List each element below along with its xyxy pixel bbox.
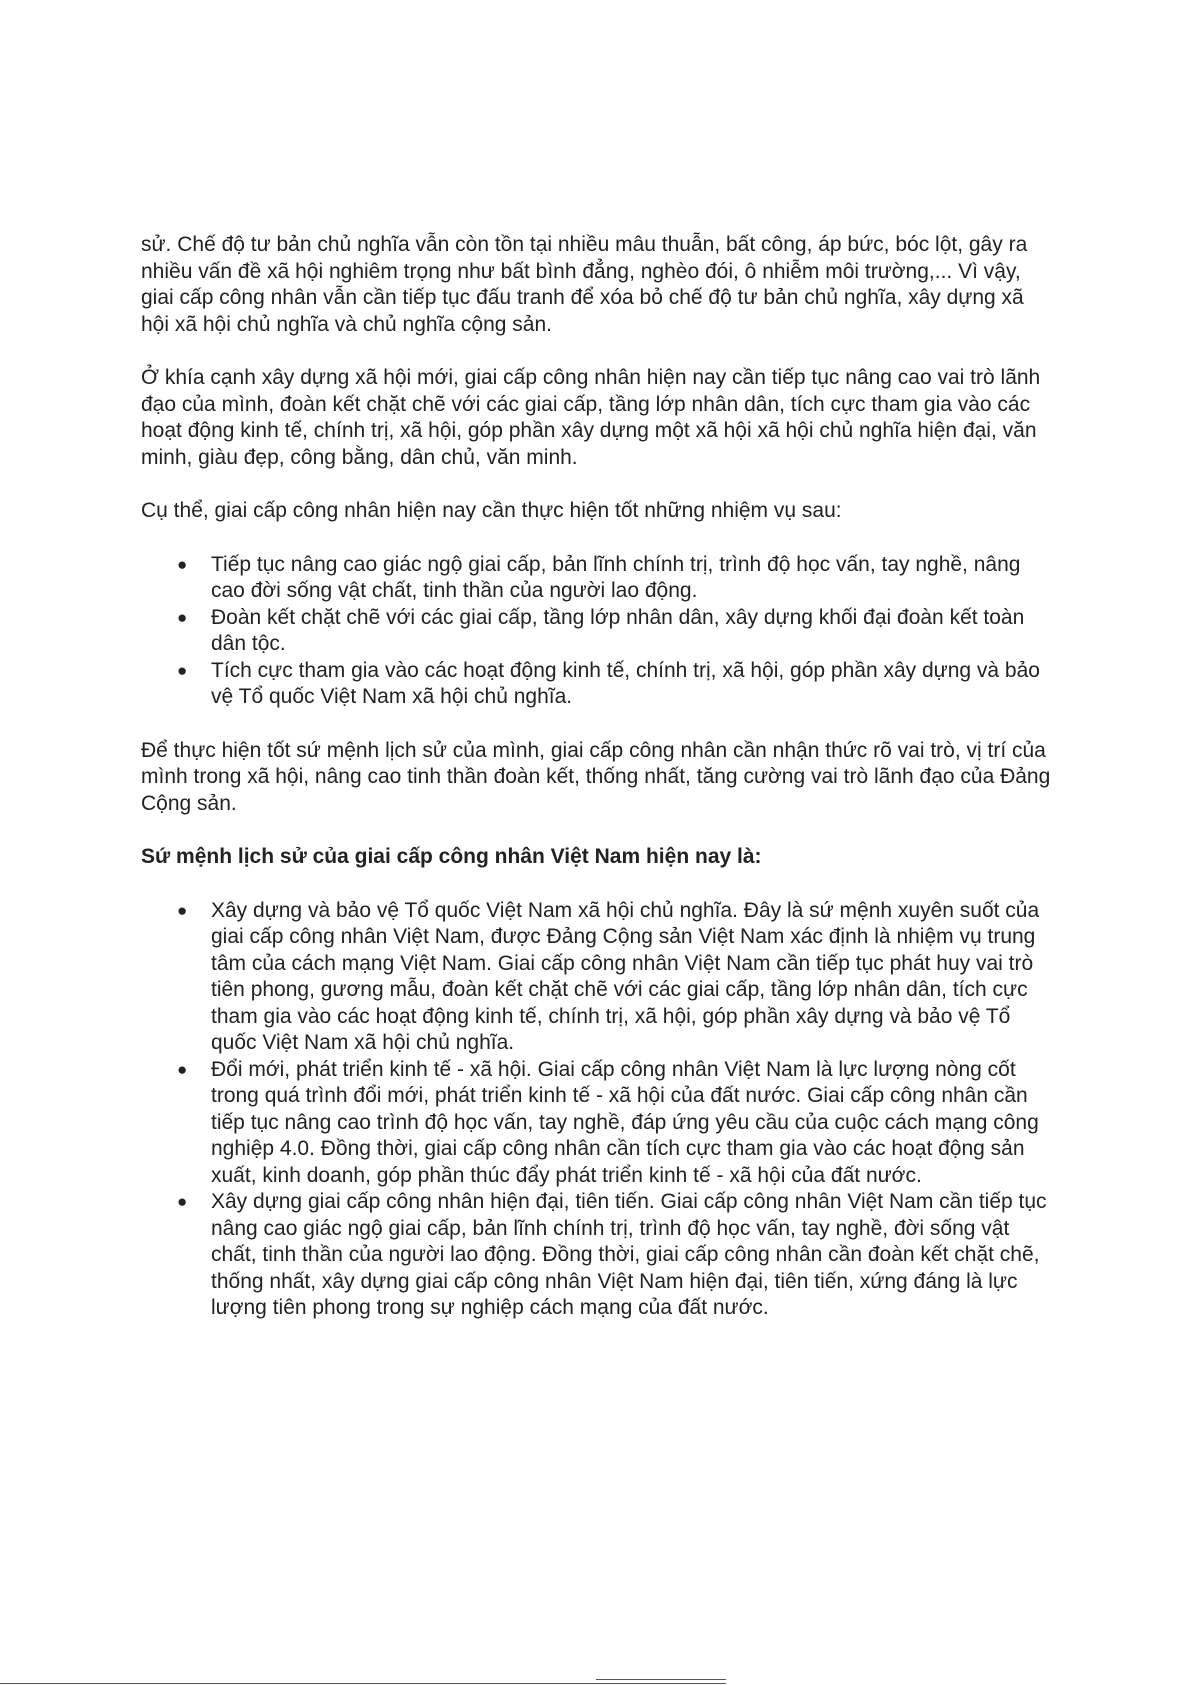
list-item-text: Đoàn kết chặt chẽ với các giai cấp, tầng lớp nhân dân, xây dựng khối đại đoàn kết toàn dân tộc.: [211, 605, 1025, 655]
document-page: [141, 232, 1051, 1349]
list-item-text: Tiếp tục nâng cao giác ngộ giai cấp, bản lĩnh chính trị, trình độ học vấn, tay nghề, nâng cao đời sống vật chất, tinh thần của người lao động.: [211, 552, 1021, 602]
bullet-icon: ●: [177, 660, 188, 680]
bullet-icon: ●: [177, 900, 188, 920]
bullet-icon: ●: [177, 1192, 188, 1211]
tasks-list: [141, 552, 1051, 711]
list-item-text: Đổi mới, phát triển kinh tế - xã hội. Giai cấp công nhân Việt Nam là lực lượng nòng cốt trong quá trình đổi mới, phát triển kinh tế - xã hội của đất nước. Giai cấp công nhân cần tiếp tục nâng cao trình độ học vấn, tay nghề, đáp ứng yêu cầu của cuộc cách mạng công nghiệp 4.0. Đồng thời, giai cấp công nhân cần tích cực tham gia vào các hoạt động sản xuất, kinh doanh, góp phần thúc đẩy phát triển kinh tế - xã hội của đất nước.: [211, 1057, 1039, 1187]
list-item-text: Xây dựng giai cấp công nhân hiện đại, tiên tiến. Giai cấp công nhân Việt Nam cần tiếp tục nâng cao giác ngộ giai cấp, bản lĩnh chính trị, trình độ học vấn, tay nghề, đời sống vật chất, tinh thần của người lao động. Đồng thời, giai cấp công nhân cần đoàn kết chặt chẽ, thống nhất, xây dựng giai cấp công nhân Việt Nam hiện đại, tiên tiến, xứng đáng là lực lượng tiên phong trong sự nghiệp cách mạng của đất nước.: [211, 1190, 1047, 1319]
list-item: [141, 605, 1051, 658]
list-item: [141, 898, 1051, 1057]
paragraph-tasks-intro: Cụ thể, giai cấp công nhân hiện nay cần thực hiện tốt những nhiệm vụ sau:: [141, 499, 842, 522]
list-item: [141, 658, 1051, 711]
list-item: [141, 1189, 1051, 1322]
paragraph-mission-awareness: Để thực hiện tốt sứ mệnh lịch sử của mình, giai cấp công nhân cần nhận thức rõ vai trò, vị trí của mình trong xã hội, nâng cao tinh thần đoàn kết, thống nhất, tăng cường vai trò lãnh đạo của Đảng Cộng sản.: [141, 738, 1051, 815]
page-bottom-rule-segment: [596, 1679, 726, 1680]
bullet-icon: ●: [177, 607, 188, 627]
list-item-text: Tích cực tham gia vào các hoạt động kinh tế, chính trị, xã hội, góp phần xây dựng và bảo vệ Tổ quốc Việt Nam xã hội chủ nghĩa.: [211, 658, 1040, 708]
paragraph-new-society: Ở khía cạnh xây dựng xã hội mới, giai cấp công nhân hiện nay cần tiếp tục nâng cao vai trò lãnh đạo của mình, đoàn kết chặt chẽ với các giai cấp, tầng lớp nhân dân, tích cực tham gia vào các hoạt động kinh tế, chính trị, xã hội, góp phần xây dựng một xã hội xã hội chủ nghĩa hiện đại, văn minh, giàu đẹp, công bằng, dân chủ, văn minh.: [141, 366, 1041, 469]
bullet-icon: ●: [177, 554, 188, 574]
paragraph-capitalism: sử. Chế độ tư bản chủ nghĩa vẫn còn tồn tại nhiều mâu thuẫn, bất công, áp bức, bóc lột, gây ra nhiều vấn đề xã hội nghiêm trọng như bất bình đẳng, nghèo đói, ô nhiễm môi trường,... Vì vậy, giai cấp công nhân vẫn cần tiếp tục đấu tranh để xóa bỏ chế độ tư bản chủ nghĩa, xây dựng xã hội xã hội chủ nghĩa và chủ nghĩa cộng sản.: [141, 233, 1028, 336]
list-item: [141, 1057, 1051, 1190]
page-bottom-rule: [0, 1683, 726, 1684]
bullet-icon: ●: [177, 1059, 188, 1079]
section-heading: Sứ mệnh lịch sử của giai cấp công nhân Việt Nam hiện nay là:: [141, 845, 762, 868]
list-item-text: Xây dựng và bảo vệ Tổ quốc Việt Nam xã hội chủ nghĩa. Đây là sứ mệnh xuyên suốt của giai cấp công nhân Việt Nam, được Đảng Cộng sản Việt Nam xác định là nhiệm vụ trung tâm của cách mạng Việt Nam. Giai cấp công nhân Việt Nam cần tiếp tục phát huy vai trò tiên phong, gương mẫu, đoàn kết chặt chẽ với các giai cấp, tầng lớp nhân dân, tích cực tham gia vào các hoạt động kinh tế, chính trị, xã hội, góp phần xây dựng và bảo vệ Tổ quốc Việt Nam xã hội chủ nghĩa.: [211, 898, 1040, 1054]
mission-list: [141, 898, 1051, 1322]
list-item: [141, 552, 1051, 605]
